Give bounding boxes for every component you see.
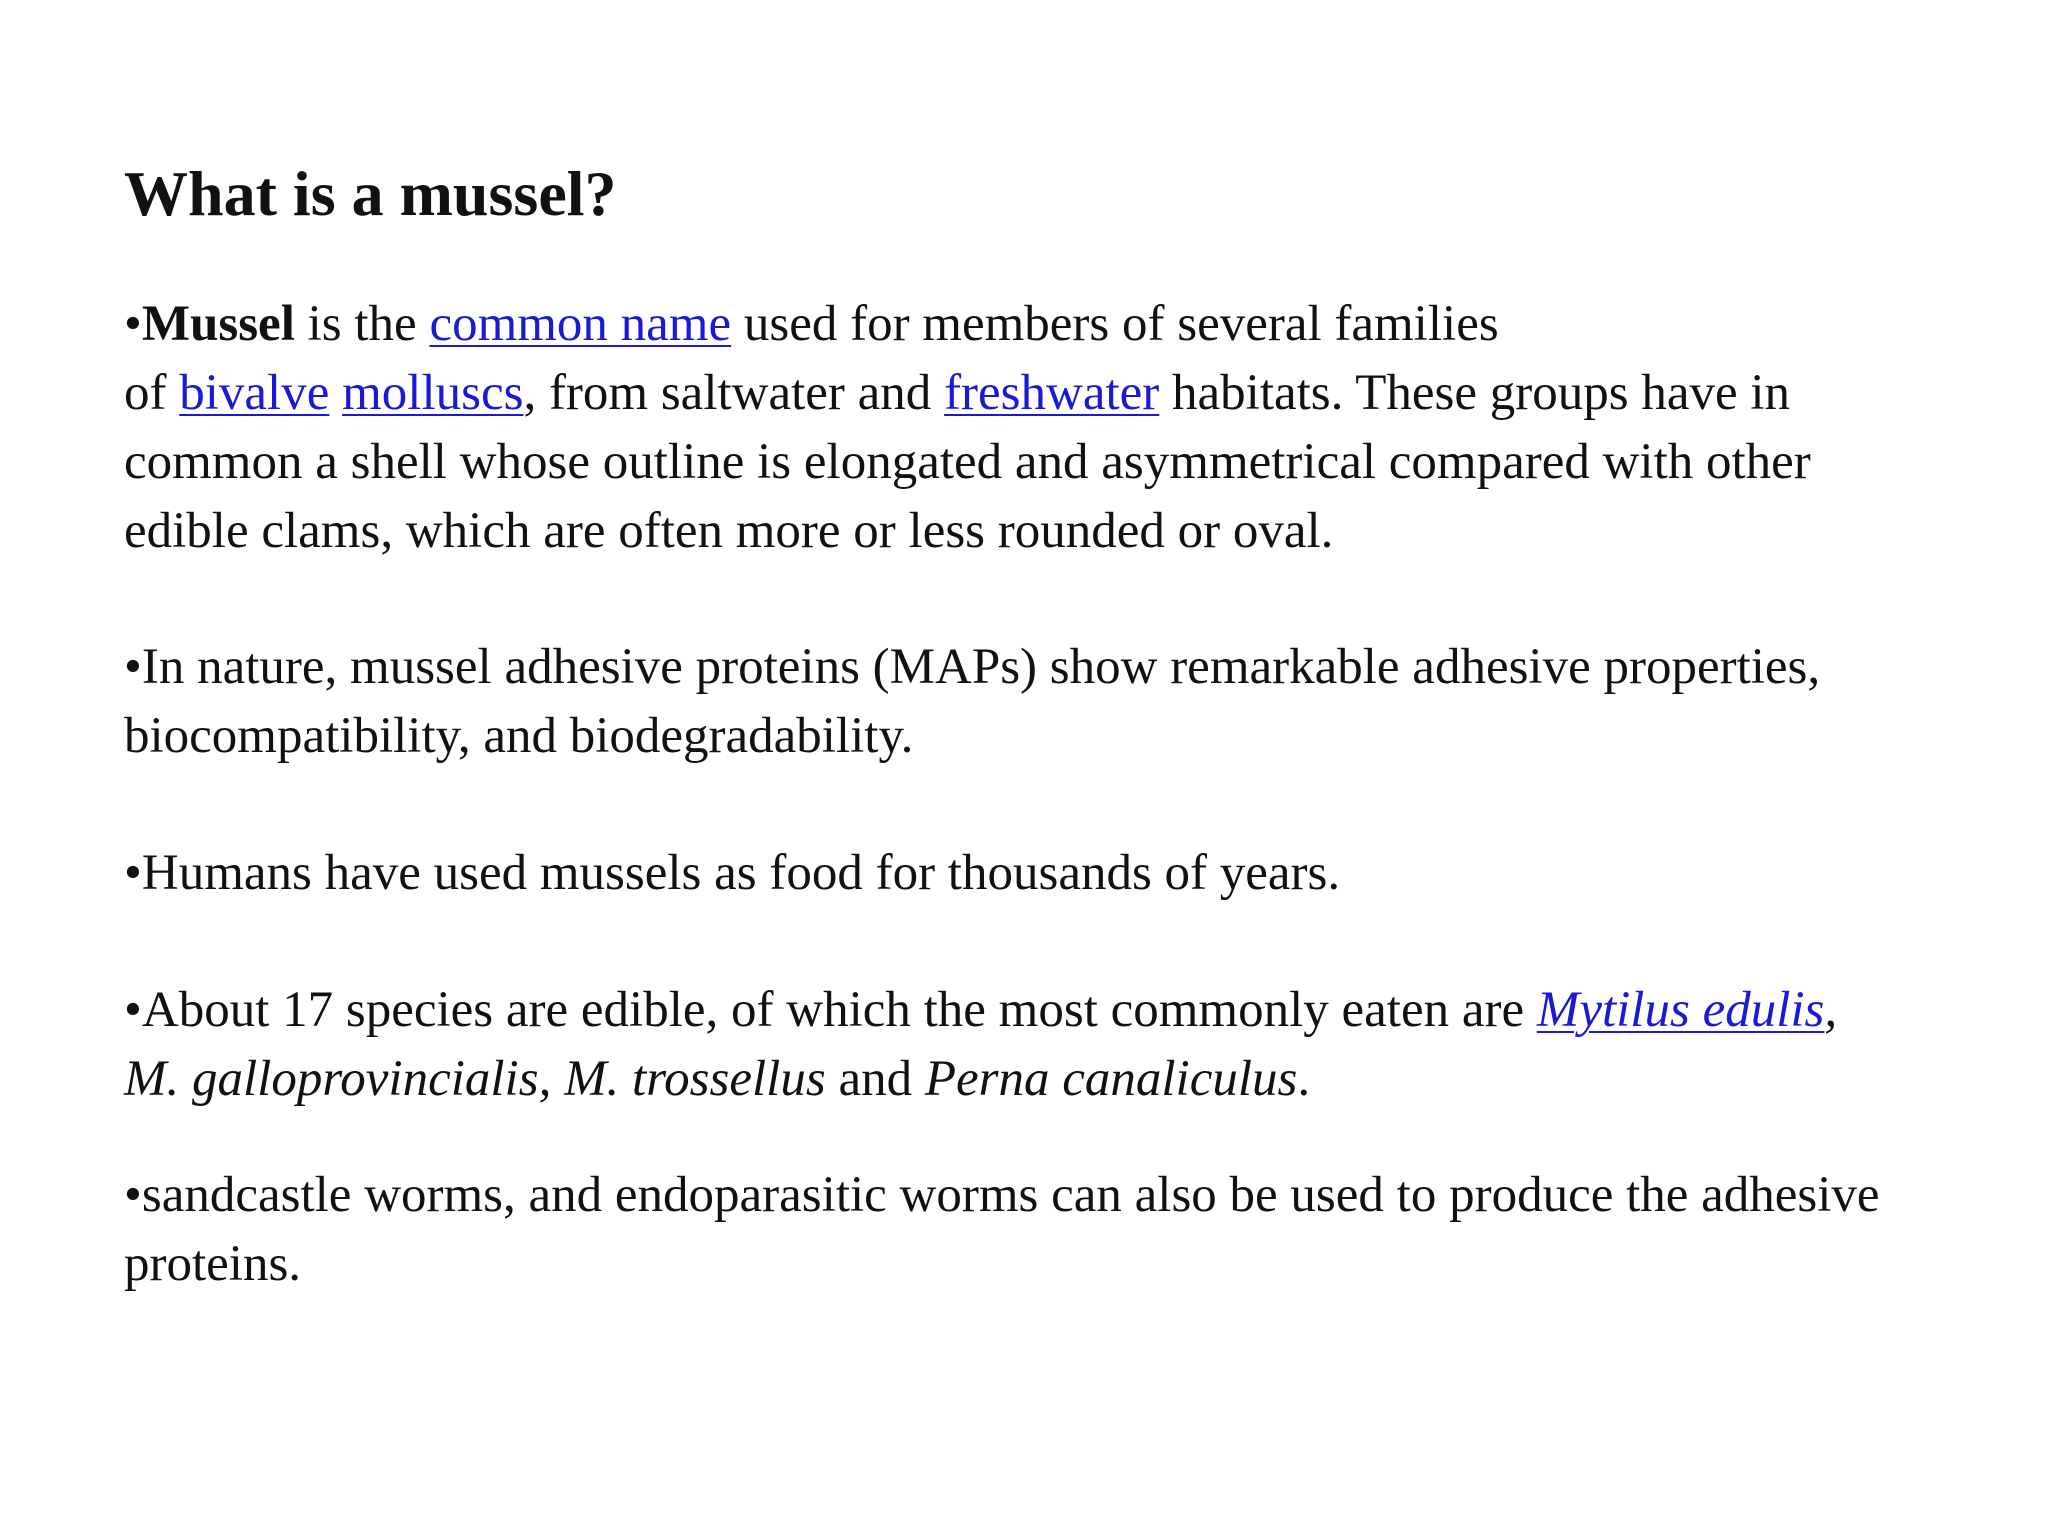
bullet-text: Humans have used mussels as food for thousands of years. [141, 845, 1341, 901]
bullet-text: sandcastle worms, and endoparasitic worms can also be used to produce the adhesive proteins. [124, 1167, 1880, 1292]
text-segment: , from saltwater and [523, 365, 945, 421]
bullet-symbol: • [124, 1167, 142, 1223]
text-segment: habitats. These groups have in common a shell whose outline is elongated and asymmetrical compared with other edible clams, which are often more or less rounded or oval. [124, 365, 1811, 559]
bullet-item-adhesive-proteins [124, 633, 1904, 771]
bullet-symbol: • [124, 845, 142, 901]
slide [124, 158, 1904, 1299]
text-segment: is the [294, 296, 430, 352]
text-segment: . [1297, 1051, 1311, 1107]
text-segment: used for members of several families [731, 296, 1499, 352]
bullet-symbol: • [124, 296, 142, 352]
slide-title: What is a mussel? [124, 158, 617, 229]
species-name-perna: Perna canaliculus [924, 1051, 1298, 1107]
link-freshwater[interactable]: freshwater [944, 365, 1160, 421]
text-segment: of [124, 365, 180, 421]
term-mussel: Mussel [141, 296, 295, 352]
text-segment: and [825, 1051, 925, 1107]
bullet-item-other-sources [124, 1161, 1904, 1299]
bullet-item-edible-species [124, 976, 1904, 1114]
bullet-symbol: • [124, 639, 142, 695]
bullet-list [124, 290, 1904, 1299]
species-names: , M. galloprovincialis, M. trossellus [124, 982, 1838, 1107]
bullet-symbol: • [124, 982, 142, 1038]
link-common-name[interactable]: common name [429, 296, 732, 352]
link-molluscs[interactable]: molluscs [342, 365, 524, 421]
text-segment: About 17 species are edible, of which the most commonly eaten are [141, 982, 1537, 1038]
link-mytilus-edulis[interactable] [1537, 982, 1825, 1038]
bullet-item-food-history [124, 839, 1904, 908]
bullet-item-mussel-definition [124, 290, 1904, 566]
bullet-text: In nature, mussel adhesive proteins (MAPs) show remarkable adhesive properties, biocompatibility, and biodegradability. [124, 639, 1821, 764]
text-segment [329, 365, 342, 421]
species-name-mytilus-edulis: Mytilus edulis [1536, 982, 1825, 1038]
link-bivalve[interactable]: bivalve [179, 365, 330, 421]
